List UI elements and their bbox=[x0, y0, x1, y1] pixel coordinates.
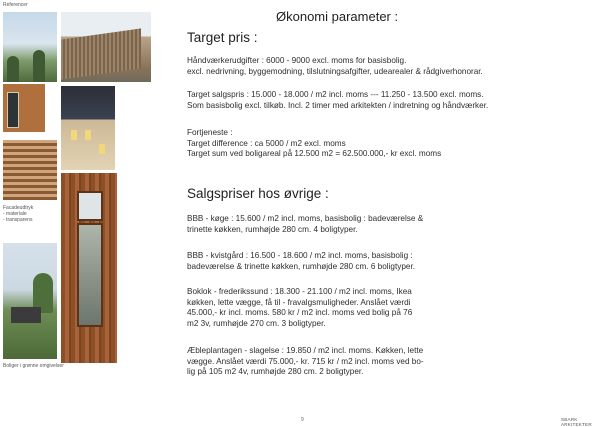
page-number: 9 bbox=[301, 417, 304, 423]
section-heading-target: Target pris : bbox=[187, 30, 258, 45]
text-line: lig på 105 m2 4v, rumhøjde 280 cm. 2 boligtyper. bbox=[187, 367, 364, 377]
paragraph-aebleplantagen bbox=[187, 346, 424, 378]
text-line: trinette køkken, rumhøjde 280 cm. 4 boligtyper. bbox=[187, 224, 358, 234]
facade-caption-line: - transparens bbox=[3, 217, 33, 223]
text-line: Håndværkerudgifter : 6000 - 9000 excl. moms for basisbolig. bbox=[187, 56, 407, 65]
text-line: Som basisbolig excl. tilkøb. Incl. 2 timer med arkitekten / indretning og håndværker. bbox=[187, 100, 489, 110]
photo-houses-green bbox=[3, 243, 57, 359]
text-line: køkken, lette vægge, få til - fravalgsmuligheder. Anslået værdi bbox=[187, 297, 411, 307]
facade-caption-line: Facadeudtryk bbox=[3, 205, 34, 211]
references-label: Referencer bbox=[3, 2, 28, 8]
firm-name: SBARK ARKITEKTER bbox=[561, 417, 592, 427]
paragraph-bbb-koge bbox=[187, 214, 423, 235]
text-line: Boklok - frederikssund : 18.300 - 21.100 / m2 incl. moms, Ikea bbox=[187, 287, 412, 296]
photo-trees bbox=[3, 12, 57, 82]
green-caption: Boliger i grønne omgivelser bbox=[3, 363, 64, 369]
photo-slatted-screen bbox=[3, 140, 57, 200]
text-line: 45.000,- kr incl. moms. 580 kr / m2 incl. moms ved bolig på 76 bbox=[187, 308, 413, 318]
facade-caption-line: - materiale bbox=[3, 211, 27, 217]
photo-wood-facade bbox=[3, 84, 45, 132]
text-line: Target sum ved boligareal på 12.500 m2 = 62.500.000,- kr excl. moms bbox=[187, 149, 442, 159]
text-line: Target salgspris : 15.000 - 18.000 / m2 incl. moms --- 11.250 - 13.500 excl. moms. bbox=[187, 90, 484, 99]
paragraph-bbb-kvistgard bbox=[187, 251, 415, 272]
facade-caption bbox=[3, 205, 33, 223]
photo-wooden-building bbox=[61, 12, 151, 82]
section-heading-others: Salgspriser hos øvrige : bbox=[187, 186, 329, 201]
paragraph-costs bbox=[187, 56, 483, 77]
text-line: Target difference : ca 5000 / m2 excl. moms bbox=[187, 138, 346, 148]
text-line: BBB - køge : 15.600 / m2 incl. moms, basisbolig : badeværelse & bbox=[187, 214, 424, 223]
paragraph-boklok bbox=[187, 287, 412, 329]
paragraph-sales-price bbox=[187, 90, 488, 111]
page-title: Økonomi parameter : bbox=[276, 9, 399, 24]
text-line: Fortjeneste : bbox=[187, 128, 233, 137]
text-line: badeværelse & trinette køkken, rumhøjde 280 cm. 6 boligtyper. bbox=[187, 261, 415, 271]
text-line: Æbleplantagen - slagelse : 19.850 / m2 incl. moms. Køkken, lette bbox=[187, 346, 424, 355]
text-line: m2 3v, rumhøjde 270 cm. 3 boligtyper. bbox=[187, 318, 326, 328]
photo-building-dusk bbox=[61, 86, 115, 170]
photo-wooden-door bbox=[61, 173, 117, 363]
text-line: BBB - kvistgård : 16.500 - 18.600 / m2 incl. moms, basisbolig : bbox=[187, 251, 413, 260]
text-line: excl. nedrivning, byggemodning, tilslutningsafgifter, udearealer & rådgiverhonorar. bbox=[187, 66, 483, 76]
paragraph-profit bbox=[187, 128, 441, 160]
text-line: vægge. Anslået værdi 75.000,- kr. 715 kr / m2 incl. moms ved bo- bbox=[187, 356, 424, 366]
